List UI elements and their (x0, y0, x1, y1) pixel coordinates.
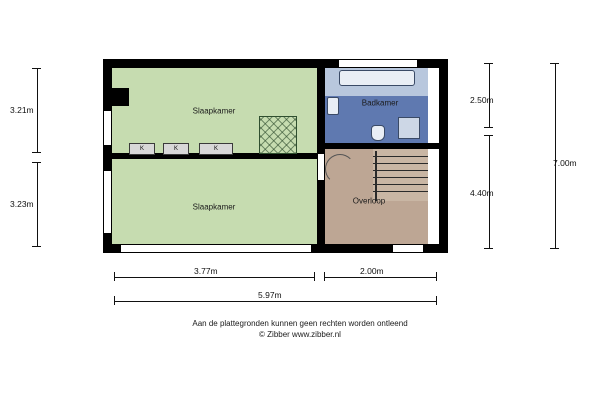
footer-line-2: © Zibber www.zibber.nl (259, 330, 341, 339)
staircase (373, 149, 428, 201)
shower-icon (398, 117, 420, 139)
dimension-bottom-total: 5.97m (258, 290, 282, 300)
dimension-bottom-1: 3.77m (194, 266, 218, 276)
toilet-icon (371, 125, 385, 141)
window-bottom-landing (393, 244, 423, 253)
shaft-hatch (259, 116, 297, 154)
footer-disclaimer (0, 318, 600, 340)
room-label-overloop: Overloop (352, 196, 386, 206)
window-left-bedroom (103, 111, 112, 145)
dimension-right-1: 2.50m (470, 95, 494, 105)
cabinet-k-1 (129, 143, 155, 155)
cabinet-k-3 (199, 143, 233, 155)
window-top-badkamer (339, 59, 417, 68)
door-opening-landing (317, 154, 325, 180)
sink-icon (327, 97, 339, 115)
footer-line-1: Aan de plattegronden kunnen geen rechten worden ontleend (192, 319, 408, 328)
floorplan-drawing (103, 59, 448, 253)
window-left-bedroom-lower (103, 171, 112, 233)
bathtub-icon (339, 70, 415, 86)
cabinet-label: K (173, 146, 178, 152)
cabinet-label: K (213, 146, 218, 152)
room-label-slaapkamer-top: Slaapkamer (192, 106, 236, 116)
dimension-right-total: 7.00m (553, 158, 577, 168)
cabinet-k-2 (163, 143, 189, 155)
dimension-left-1: 3.21m (10, 105, 34, 115)
window-bottom-bedroom (121, 244, 311, 253)
room-label-badkamer: Badkamer (361, 98, 399, 108)
wall-right (439, 59, 448, 253)
door-swing-arc (325, 154, 355, 184)
dimension-left-2: 3.23m (10, 199, 34, 209)
dimension-bottom-2: 2.00m (360, 266, 384, 276)
wall-left-pilaster (112, 88, 129, 106)
dimension-right-2: 4.40m (470, 188, 494, 198)
cabinet-label: K (139, 146, 144, 152)
room-label-slaapkamer-bottom: Slaapkamer (192, 202, 236, 212)
room-fill-slaapkamer-bottom (112, 159, 317, 244)
